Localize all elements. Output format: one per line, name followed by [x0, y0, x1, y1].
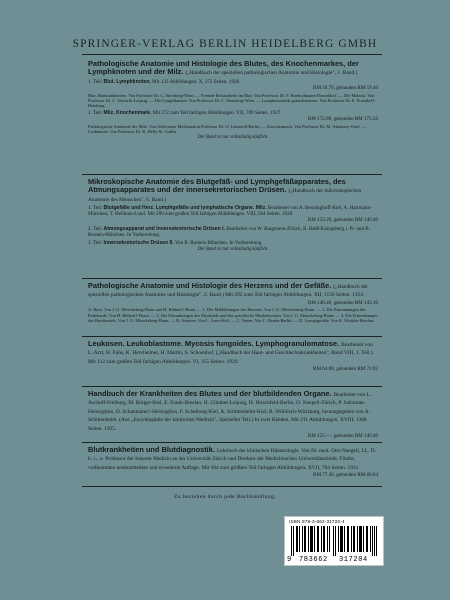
price-line: RM 64.80, gebunden RM 70.92: [313, 366, 378, 373]
contributors-note: A. Herz. Von J. G. Mönckeberg-Bonn und H. Ribbert†-Bonn. — 1. Die Mißbildungen des Herzens. Von J. G. Mönckeberg-Bonn. — 2. Die Erkrankungen des Endokards. Von H. Ribbert†-Bonn. — 3. Die Erkrankungen des Myokards und das spezifische Muskelsystem. Von J. G. Mönckeberg-Bonn. — 4. Die Erkrankungen des Herzbeutels. Von J. G. Mönckeberg-Bonn. — B. Arterien. Von L. Jores-Kiel. — C. Venen. Von C. Benda-Berlin. — D. Lymphgefäße. Von K. Winkler-Breslau.: [88, 307, 378, 323]
entry-subtitle: Lehrbuch der klinischen Hämatologie. Von Dr. med. Otto Naegeli, LL. D. h. c., o. Professor der Inneren Medizin an der Universität Zürich und Direktor der Medizinischen Universitätsklinik. Fünfte, vollkommen neubearbeitete und erweiterte Auflage. Mit 104 zum größten Teil farbigen Abbildungen. XVII, 704 Seiten. 1931.: [88, 448, 377, 471]
publisher-heading: SPRINGER-VERLAG BERLIN HEIDELBERG GMBH: [72, 38, 378, 50]
availability-footer: Zu beziehen durch jede Buchhandlung.: [173, 494, 277, 500]
catalog-entry-leukosen: [88, 340, 378, 372]
entry-title: Blutkrankheiten und Blutdiagnostik.: [88, 445, 215, 454]
list-item: 1. Teil: Blut. Lymphknoten. Mit 133 Abbildungen. X, 372 Seiten. 1926.: [88, 78, 241, 85]
entry-title: Mikroskopische Anatomie des Blutgefäß- und Lymphgefäßapparates, des Atmungsapparates und der innersekretorischen Drüsen.: [88, 177, 346, 195]
entry-title: Pathologische Anatomie und Histologie des Blutes, des Knochenmarkes, der Lymphknoten und der Milz.: [88, 59, 359, 77]
list-item: 2. Teil: Atmungsapparat und Innersekretorische Drüsen I. Bearbeitet von W. Bargmann-Zürich, R. Heiß-Königsberg i. Pr. und B. Romeis-München. In Vorbereitung.: [88, 225, 370, 238]
price-line: RM 77.40, gebunden RM 80.64: [313, 472, 378, 479]
price-line: RM 133.20, gebunden RM 140.40: [307, 217, 378, 224]
divider: [82, 386, 382, 387]
catalog-entry-blood-anatomy: [88, 60, 378, 141]
isbn-text: ISBN 978-3-662-31720-4: [289, 519, 345, 524]
catalog-entry-heart-vessels: [88, 282, 378, 323]
availability-note: Der Band ist nur vollständig käuflich.: [197, 135, 269, 141]
barcode-label: ISBN 978-3-662-31720-4 9 783662 317204: [284, 516, 384, 566]
divider: [82, 442, 382, 443]
divider: [82, 174, 382, 175]
price-line: RM 135.—, gebunden RM 140.40: [307, 433, 378, 440]
entry-title: Handbuch der Krankheiten des Blutes und der blutbildenden Organe.: [88, 389, 332, 398]
availability-note: Der Band ist nur vollständig käuflich.: [197, 246, 269, 252]
entry-title: Leukosen. Leukoblastome. Mycosis fungoides. Lymphogranulomatose.: [88, 339, 340, 348]
list-item: 2. Teil: Milz. Knochenmark. Mit 272 zum Teil farbigen Abbildungen. VII, 789 Seiten. 1927.: [88, 110, 282, 117]
contributors-note: Blut. Blutkrankheiten. Von Professor Dr. C. Sternberg-Wien. — Fremde Bestandteile im Blut. Von Professor Dr. F. Huebschmann-Düsseldorf. — Die Malaria. Von Professor Dr. C. Seyfarth-Leipzig. — Die Lymphknoten. Von Professor Dr. C. Sternberg-Wien. — Lymphomatoide granulomatose. Von Professor Dr. E. Fraenkel†-Hamburg.: [88, 92, 376, 108]
barcode-icon: [291, 526, 377, 556]
price-line: RM 56.70, gebunden RM 59.40: [313, 84, 378, 91]
price-line: RM 140.40, gebunden RM 143.10: [307, 299, 378, 306]
divider: [82, 278, 382, 279]
catalog-entry-blood-diseases-handbook: [88, 390, 378, 439]
entry-subtitle: Bearbeitet von L. Aschoff-Freiburg, M. Bürger-Kiel, E. Frank-Breslau, H. Günther-Leipzig, H. Hirschfeld-Berlin, O. Naegeli-Zürich, P. Saltzman-Helsingfors, O. Schaumann†-Helsingfors, F. Schellong-Kiel, A. Schittenhelm-Kiel, B. Wöhlisch-Würzburg, herausgegeben von A. Schittenhelm. (Aus „Enzyklopädie der klinischen Medizin", Spezieller Teil.) In zwei Bänden. Mit 211 Abbildungen. XVIII, 1308 Seiten. 1925.: [88, 392, 372, 432]
list-item: 1. Teil: Blutgefäße und Herz. Lymphgefäße und lymphatische Organe. Milz. Bearbeitet von A. Benninghoff-Kiel, A. Hartmann-München, T. Hellman-Lund. Mit 299 zum großen Teil farbigen Abbildungen. VIII, 584 Seiten. 1930.: [88, 205, 372, 218]
list-item: 3. Teil: Innersekretorische Drüsen II. Von B. Romeis-München. In Vorbereitung.: [88, 239, 263, 246]
price-line: RM 172.80, gebunden RM 175.50: [307, 116, 378, 123]
entry-subtitle: („Handbuch der mikroskopischen Anatomie des Menschen", 6. Band.): [88, 188, 362, 203]
entry-subtitle: („Handbuch der speziellen pathologischen Anatomie und Histologie", 2. Band.) Mit 292 zum Teil farbigen Abbildungen. XII, 1159 Seiten. 1924.: [88, 284, 368, 299]
divider: [82, 54, 382, 55]
entry-title: Pathologische Anatomie und Histologie des Herzens und der Gefäße.: [88, 281, 332, 290]
catalog-entry-microscopic-anatomy: [88, 178, 378, 252]
divider: [82, 486, 382, 487]
catalog-entry-blood-diagnostics: [88, 446, 378, 478]
entry-subtitle: („Handbuch der speziellen pathologischen Anatomie und Histologie", 1. Band.): [185, 70, 358, 77]
entry-subtitle: Bearbeitet von L. Arzt, H. Fuhs, K. Herxheimer, H. Martin, S. Schoenhof. („Handbuch der Haut- und Geschlechtskrankheiten", Band VIII, 1. Teil.) Mit 112 zum großen Teil farbigen Abbildungen. VI, 355 Seiten. 1929.: [88, 342, 373, 365]
divider: [82, 336, 382, 337]
contributors-note: Pathologische Anatomie der Milz. Von Geheimem Medizinalrat Professor Dr. O. Lubarsch-Berlin. — Knochenmark. Von Professor Dr. M. Askanazy-Genf. — Leukämien. Von Professor Dr. K. Helly-St. Gallen.: [88, 123, 367, 134]
